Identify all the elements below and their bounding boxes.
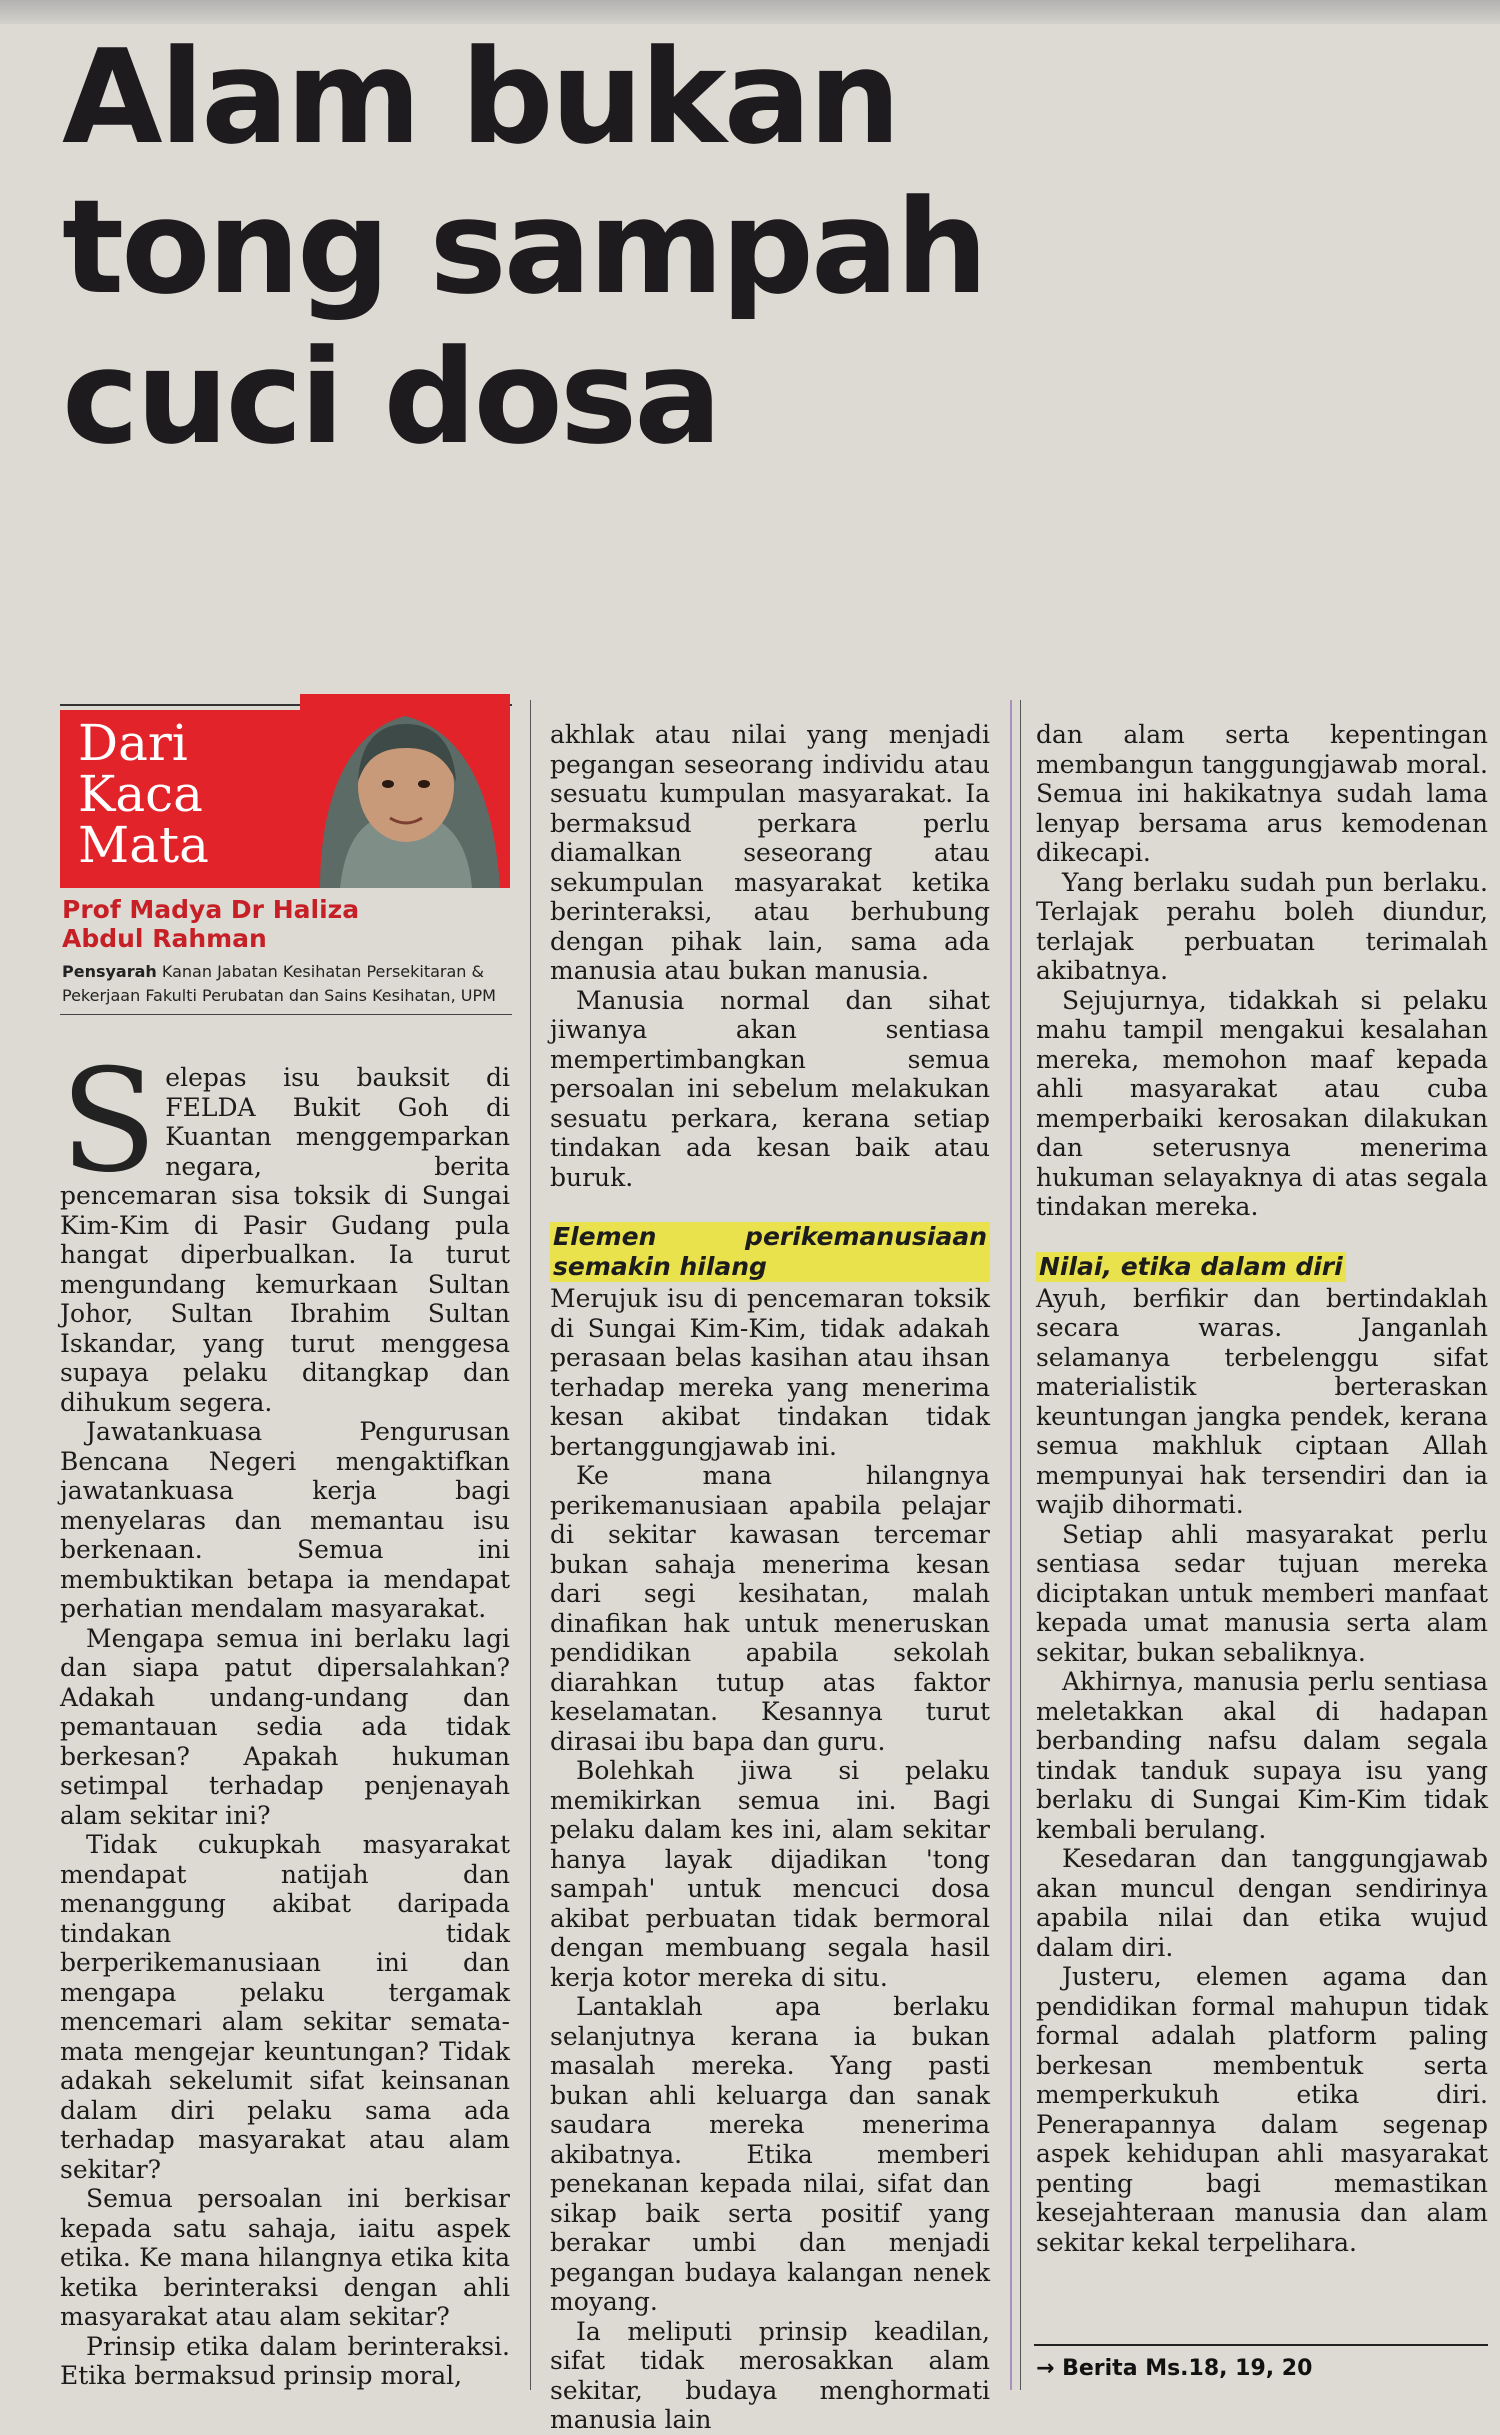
subheading-wrap xyxy=(550,1214,990,1284)
drop-cap: S xyxy=(60,1039,158,1204)
article-paragraph: Ia meliputi prinsip keadilan, sifat tidak merosakkan alam sekitar, budaya menghormati manusia lain xyxy=(550,2316,990,2434)
author-portrait-icon xyxy=(300,694,510,888)
article-paragraph: Ayuh, berfikir dan bertindaklah secara waras. Janganlah selamanya terbelenggu sifat materialistik berteraskan keuntungan jangka pendek, kerana semua makhluk ciptaan Allah mempunyai hak tersendiri dan ia wajib dihormati. xyxy=(1036,1283,1488,1519)
article-paragraph: Merujuk isu di pencemaran toksik di Sungai Kim-Kim, tidak adakah perasaan belas kasihan atau ihsan terhadap mereka yang menerima kesan akibat tindakan tidak bertanggungjawab ini. xyxy=(550,1284,990,1461)
article-paragraph: Ke mana hilangnya perikemanusiaan apabila pelajar di sekitar kawasan tercemar bukan sahaja menerima kesan dari segi kesihatan, malah dinafikan hak untuk meneruskan pendidikan apabila sekolah diarahkan tutup atas faktor keselamatan. Kesannya turut dirasai ibu bapa dan guru. xyxy=(550,1461,990,1756)
headline: Alam bukan tong sampah cuci dosa xyxy=(62,21,986,473)
article-paragraph: akhlak atau nilai yang menjadi pegangan seseorang individu atau sesuatu kumpulan masyarakat. Ia bermaksud perkara perlu diamalkan seseorang atau sekumpulan masyarakat ketika berinteraksi, atau berhubung dengan pihak lain, sama ada manusia atau bukan manusia. xyxy=(550,720,990,985)
paragraph-text: elepas isu bauksit di FELDA Bukit Goh di Kuantan menggemparkan negara, berita pencemaran sisa toksik di Sungai Kim-Kim di Pasir Gudang pula hangat diperbualkan. Ia turut mengundang kemurkaan Sultan Johor, Sultan Ibrahim Sultan Iskandar, yang turut menggesa supaya pelaku ditangkap dan dihukum segera. xyxy=(60,1063,510,1417)
author-role xyxy=(62,960,512,1008)
column-name-line: Mata xyxy=(78,816,209,874)
article-paragraph: Manusia normal dan sihat jiwanya akan sentiasa mempertimbangkan semua persoalan ini sebelum melakukan sesuatu perkara, kerana setiap tindakan ada kesan baik atau buruk. xyxy=(550,985,990,1192)
page-reference: → Berita Ms.18, 19, 20 xyxy=(1036,2356,1313,2381)
article-paragraph: dan alam serta kepentingan membangun tanggungjawab moral. Semua ini hakikatnya sudah lama lenyap bersama arus kemodenan dikecapi. xyxy=(1036,720,1488,867)
article-paragraph: Bolehkah jiwa si pelaku memikirkan semua ini. Bagi pelaku dalam kes ini, alam sekitar hanya layak dijadikan 'tong sampah' untuk mencuci dosa akibat perbuatan tidak bermoral dengan membuang segala hasil kerja kotor mereka di situ. xyxy=(550,1756,990,1992)
article-paragraph: Semua persoalan ini berkisar kepada satu sahaja, iaitu aspek etika. Ke mana hilangnya etika kita ketika berinteraksi dengan ahli masyarakat atau alam sekitar? xyxy=(60,2184,510,2331)
author-name-line: Abdul Rahman xyxy=(62,924,267,953)
subheading: Nilai, etika dalam diri xyxy=(1036,1252,1346,1282)
article-paragraph xyxy=(60,1039,510,1417)
column-box-bottom-rule xyxy=(60,1014,512,1015)
article-paragraph: Prinsip etika dalam berinteraksi. Etika bermaksud prinsip moral, xyxy=(60,2331,510,2390)
article-paragraph: Tidak cukupkah masyarakat mendapat natijah dan menanggung akibat daripada tindakan tidak berperikemanusiaan ini dan mengapa pelaku tergamak mencemari alam sekitar semata-mata mengejar keuntungan? Tidak adakah sekelumit sifat keinsanan dalam diri pelaku sama ada terhadap masyarakat atau alam sekitar? xyxy=(60,1830,510,2184)
column-rule xyxy=(530,700,531,2390)
column-rule xyxy=(1020,700,1021,2390)
article-paragraph: Mengapa semua ini berlaku lagi dan siapa patut dipersalahkan? Adakah undang-undang dan pemantauan sedia ada tidak berkesan? Apakah hukuman setimpal terhadap penjenayah alam sekitar ini? xyxy=(60,1623,510,1830)
article-paragraph: Jawatankuasa Pengurusan Bencana Negeri mengaktifkan jawatankuasa kerja bagi menyelaras dan memantau isu berkenaan. Semua ini membuktikan betapa ia mendapat perhatian mendalam masyarakat. xyxy=(60,1417,510,1623)
article-paragraph: Justeru, elemen agama dan pendidikan formal mahupun tidak formal adalah platform paling berkesan membentuk serta memperkukuh etika diri. Penerapannya dalam segenap aspek kehidupan ahli masyarakat penting bagi memastikan kesejahteraan manusia dan alam sekitar kekal terpelihara. xyxy=(1036,1962,1488,2257)
article-paragraph: Sejujurnya, tidakkah si pelaku mahu tampil mengakui kesalahan mereka, memohon maaf kepada ahli masyarakat atau cuba memperbaiki kerosakan dilakukan dan seterusnya menerima hukuman selayaknya di atas segala tindakan mereka. xyxy=(1036,985,1488,1221)
article-paragraph: Kesedaran dan tanggungjawab akan muncul dengan sendirinya apabila nilai dan etika wujud dalam diri. xyxy=(1036,1844,1488,1962)
article-column-1 xyxy=(60,1039,510,2391)
column-name-line: Kaca xyxy=(78,765,203,823)
column-name xyxy=(78,714,278,874)
reference-rule xyxy=(1034,2344,1488,2346)
column-rule xyxy=(1010,700,1012,2390)
article-paragraph: Lantaklah apa berlaku selanjutnya kerana ia bukan masalah mereka. Yang pasti bukan ahli keluarga dan sanak saudara mereka menerima akibatnya. Etika memberi penekanan kepada nilai, sifat dan sikap baik serta positif yang berakar umbi dan menjadi pegangan budaya kalangan nenek moyang. xyxy=(550,1992,990,2316)
article-column-3 xyxy=(1036,720,1488,2257)
article-paragraph: Akhirnya, manusia perlu sentiasa meletakkan akal di hadapan berbanding nafsu dalam segala tindak tanduk supaya isu yang berlaku di Sungai Kim-Kim tidak kembali berulang. xyxy=(1036,1667,1488,1844)
author-role-text: Kanan Jabatan Kesihatan Persekitaran & Pekerjaan Fakulti Perubatan dan Sains Kesihatan, UPM xyxy=(62,962,496,1005)
author-name xyxy=(62,895,502,953)
author-name-line: Prof Madya Dr Haliza xyxy=(62,895,360,924)
column-name-line: Dari xyxy=(78,714,188,772)
subheading-wrap xyxy=(1036,1244,1488,1284)
subheading: Elemen perikemanusiaan semakin hilang xyxy=(550,1222,990,1282)
article-paragraph: Setiap ahli masyarakat perlu sentiasa sedar tujuan mereka diciptakan untuk memberi manfaat kepada umat manusia serta alam sekitar, bukan sebaliknya. xyxy=(1036,1519,1488,1667)
author-role-title: Pensyarah xyxy=(62,962,157,981)
article-column-2 xyxy=(550,720,990,2435)
article-paragraph: Yang berlaku sudah pun berlaku. Terlajak perahu boleh diundur, terlajak perbuatan terimalah akibatnya. xyxy=(1036,867,1488,985)
